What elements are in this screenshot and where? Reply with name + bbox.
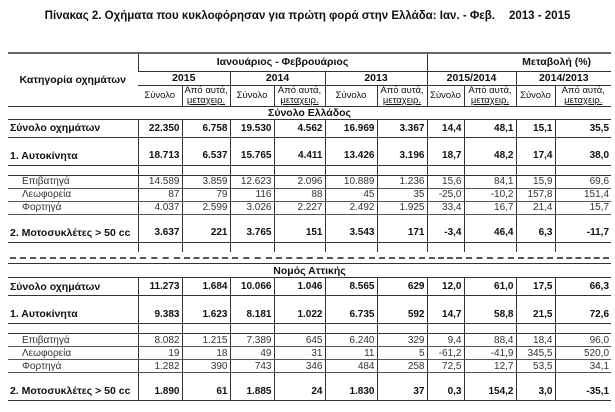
value-cell: 8.565 <box>325 278 377 296</box>
value-cell: 18 <box>182 347 230 360</box>
empty-cell <box>555 296 611 306</box>
used-line-1: Από αυτά, <box>380 85 424 96</box>
empty-cell <box>230 324 274 334</box>
used-line-2: μεταχειρ. <box>470 94 510 106</box>
empty-cell <box>377 242 427 252</box>
value-cell: 390 <box>182 360 230 373</box>
empty-cell <box>182 296 230 306</box>
empty-cell <box>8 296 138 306</box>
value-cell: 87 <box>138 188 182 201</box>
value-cell: 1.684 <box>182 278 230 296</box>
value-cell: 21,4 <box>516 201 555 214</box>
empty-cell <box>377 373 427 383</box>
used-subheader <box>274 85 325 106</box>
empty-cell <box>274 324 325 334</box>
value-cell: 72,6 <box>555 306 611 324</box>
blank-row <box>8 242 611 252</box>
empty-cell <box>555 324 611 334</box>
value-cell: 221 <box>182 224 230 242</box>
value-cell: 15,7 <box>555 201 611 214</box>
empty-cell <box>325 165 377 175</box>
total-subheader: Σύνολο <box>325 85 377 106</box>
empty-cell <box>182 214 230 224</box>
empty-cell <box>464 324 516 334</box>
empty-cell <box>182 373 230 383</box>
total-subheader: Σύνολο <box>427 85 464 106</box>
empty-cell <box>274 242 325 252</box>
value-cell: 1.890 <box>138 383 182 401</box>
value-cell: 10.066 <box>230 278 274 296</box>
value-cell: 154,2 <box>464 383 516 401</box>
total-subheader: Σύνολο <box>144 89 176 101</box>
value-cell: 12,0 <box>427 278 464 296</box>
value-cell: 61,0 <box>464 278 516 296</box>
empty-cell <box>427 137 464 147</box>
blank-row <box>8 296 611 306</box>
value-cell: 4.411 <box>274 147 325 165</box>
value-cell: -11,7 <box>555 224 611 242</box>
value-cell: 19.530 <box>230 119 274 137</box>
value-cell: 16.969 <box>325 119 377 137</box>
empty-cell <box>427 165 464 175</box>
value-cell: 11.273 <box>138 278 182 296</box>
empty-cell <box>464 373 516 383</box>
row-label: 2. Μοτοσυκλέτες > 50 cc <box>8 224 138 242</box>
value-cell: 17,5 <box>516 278 555 296</box>
empty-cell <box>182 165 230 175</box>
value-cell: 48,2 <box>464 147 516 165</box>
empty-cell <box>377 214 427 224</box>
value-cell: 24 <box>274 383 325 401</box>
empty-cell <box>377 137 427 147</box>
row-label: Λεωφορεία <box>8 188 138 201</box>
value-cell: 49 <box>230 347 274 360</box>
used-line-2: μεταχειρ. <box>280 94 319 106</box>
value-cell: 15,6 <box>427 175 464 188</box>
blank-row <box>8 137 611 147</box>
empty-cell <box>8 137 138 147</box>
row-label: Σύνολο οχημάτων <box>8 119 138 137</box>
value-cell: 1.623 <box>182 306 230 324</box>
empty-cell <box>274 214 325 224</box>
empty-cell <box>516 214 555 224</box>
value-cell: 346 <box>274 360 325 373</box>
empty-cell <box>464 296 516 306</box>
value-cell: 4.037 <box>138 201 182 214</box>
blank-row <box>8 373 611 383</box>
table-row <box>8 278 611 296</box>
value-cell: 15.765 <box>230 147 274 165</box>
value-cell: 31 <box>274 347 325 360</box>
value-cell: 6.240 <box>325 334 377 347</box>
empty-cell <box>8 373 138 383</box>
empty-cell <box>138 373 182 383</box>
empty-cell <box>377 324 427 334</box>
change-header: Μεταβολή (%) <box>427 53 611 71</box>
empty-cell <box>427 296 464 306</box>
empty-cell <box>555 373 611 383</box>
empty-cell <box>464 137 516 147</box>
table-row <box>8 334 611 347</box>
value-cell: -25,0 <box>427 188 464 201</box>
value-cell: 2.492 <box>325 201 377 214</box>
empty-cell <box>138 214 182 224</box>
empty-cell <box>516 137 555 147</box>
used-subheader <box>377 85 427 106</box>
empty-cell <box>555 214 611 224</box>
empty-cell <box>274 165 325 175</box>
row-label: 2. Μοτοσυκλέτες > 50 cc <box>8 383 138 401</box>
empty-cell <box>182 242 230 252</box>
value-cell: 3.543 <box>325 224 377 242</box>
empty-cell <box>325 214 377 224</box>
value-cell: 61 <box>182 383 230 401</box>
value-cell: -41,9 <box>464 347 516 360</box>
used-line-1: Από αυτά, <box>561 85 605 96</box>
value-cell: 6.758 <box>182 119 230 137</box>
table-row <box>8 224 611 242</box>
value-cell: 6.537 <box>182 147 230 165</box>
value-cell: 33,4 <box>427 201 464 214</box>
table-row <box>8 383 611 401</box>
empty-cell <box>325 242 377 252</box>
blank-row <box>8 165 611 175</box>
value-cell: 5 <box>377 347 427 360</box>
value-cell: 22.350 <box>138 119 182 137</box>
row-label: 1. Αυτοκίνητα <box>8 147 138 165</box>
value-cell: 4.562 <box>274 119 325 137</box>
section-heading: Νομός Αττικής <box>8 264 611 278</box>
value-cell: 66,3 <box>555 278 611 296</box>
value-cell: 96,0 <box>555 334 611 347</box>
value-cell: 151,4 <box>555 188 611 201</box>
value-cell: 1.215 <box>182 334 230 347</box>
empty-cell <box>516 242 555 252</box>
value-cell: 79 <box>182 188 230 201</box>
value-cell: 14,4 <box>427 119 464 137</box>
value-cell: 18.713 <box>138 147 182 165</box>
empty-cell <box>230 296 274 306</box>
empty-cell <box>427 242 464 252</box>
table-row <box>8 201 611 214</box>
value-cell: 21,5 <box>516 306 555 324</box>
used-line-2: μεταχειρ. <box>564 94 603 106</box>
dashed-separator <box>8 252 611 264</box>
value-cell: 629 <box>377 278 427 296</box>
value-cell: 9,4 <box>427 334 464 347</box>
value-cell: 35 <box>377 188 427 201</box>
value-cell: 2.096 <box>274 175 325 188</box>
empty-cell <box>8 242 138 252</box>
value-cell: 1.830 <box>325 383 377 401</box>
value-cell: 58,8 <box>464 306 516 324</box>
value-cell: 171 <box>377 224 427 242</box>
used-subheader <box>555 85 611 106</box>
row-label: Επιβατηγά <box>8 175 138 188</box>
category-header: Κατηγορία οχημάτων <box>19 73 126 86</box>
year-header: 2013 <box>325 71 427 85</box>
value-cell: 1.022 <box>274 306 325 324</box>
used-line-2: μεταχειρ. <box>186 94 226 106</box>
total-subheader: Σύνολο <box>230 85 274 106</box>
value-cell: 18,4 <box>516 334 555 347</box>
value-cell: 13.426 <box>325 147 377 165</box>
empty-cell <box>8 324 138 334</box>
empty-cell <box>274 373 325 383</box>
empty-cell <box>325 324 377 334</box>
empty-cell <box>516 373 555 383</box>
used-subheader <box>464 85 516 106</box>
empty-cell <box>138 324 182 334</box>
empty-cell <box>377 296 427 306</box>
value-cell: 84,1 <box>464 175 516 188</box>
empty-cell <box>274 137 325 147</box>
table-row <box>8 147 611 165</box>
value-cell: 88,4 <box>464 334 516 347</box>
used-line-1: Από αυτά, <box>184 85 228 96</box>
value-cell: 3.026 <box>230 201 274 214</box>
title-text: Πίνακας 2. Οχήματα που κυκλοφόρησαν για πρώτη φορά στην Ελλάδα: Ιαν. - Φεβ. <box>44 10 495 22</box>
empty-cell <box>274 296 325 306</box>
empty-cell <box>377 165 427 175</box>
row-label: 1. Αυτοκίνητα <box>8 306 138 324</box>
empty-cell <box>427 324 464 334</box>
row-label: Φορτηγά <box>8 201 138 214</box>
year-header: 2014 <box>230 71 325 85</box>
value-cell: 2.599 <box>182 201 230 214</box>
row-label: Λεωφορεία <box>8 347 138 360</box>
empty-cell <box>464 242 516 252</box>
value-cell: 12.623 <box>230 175 274 188</box>
value-cell: 15,9 <box>516 175 555 188</box>
value-cell: 19 <box>138 347 182 360</box>
ratio-header: 2014/2013 <box>516 71 611 85</box>
value-cell: -35,1 <box>555 383 611 401</box>
value-cell: 1.236 <box>377 175 427 188</box>
value-cell: 45 <box>325 188 377 201</box>
value-cell: 3.765 <box>230 224 274 242</box>
value-cell: 38,0 <box>555 147 611 165</box>
value-cell: -10,2 <box>464 188 516 201</box>
value-cell: -3,4 <box>427 224 464 242</box>
value-cell: 11 <box>325 347 377 360</box>
value-cell: 258 <box>377 360 427 373</box>
empty-cell <box>555 242 611 252</box>
value-cell: 1.282 <box>138 360 182 373</box>
empty-cell <box>230 373 274 383</box>
section-heading: Σύνολο Ελλάδος <box>8 106 611 119</box>
empty-cell <box>427 214 464 224</box>
value-cell: 3.637 <box>138 224 182 242</box>
table-row <box>8 306 611 324</box>
value-cell: 14,7 <box>427 306 464 324</box>
value-cell: 9.383 <box>138 306 182 324</box>
value-cell: 2.227 <box>274 201 325 214</box>
row-label: Σύνολο οχημάτων <box>8 278 138 296</box>
empty-cell <box>8 165 138 175</box>
value-cell: 8.181 <box>230 306 274 324</box>
empty-cell <box>230 165 274 175</box>
value-cell: 345,5 <box>516 347 555 360</box>
empty-cell <box>182 137 230 147</box>
table-row <box>8 175 611 188</box>
blank-row <box>8 214 611 224</box>
empty-cell <box>325 373 377 383</box>
empty-cell <box>516 324 555 334</box>
blank-row <box>8 324 611 334</box>
used-line-2: μεταχειρ. <box>382 94 422 106</box>
value-cell: 645 <box>274 334 325 347</box>
value-cell: 34,1 <box>555 360 611 373</box>
value-cell: 48,1 <box>464 119 516 137</box>
value-cell: 1.925 <box>377 201 427 214</box>
value-cell: 6,3 <box>516 224 555 242</box>
empty-cell <box>325 296 377 306</box>
table-row <box>8 347 611 360</box>
year-header: 2015 <box>138 71 230 85</box>
empty-cell <box>138 165 182 175</box>
empty-cell <box>230 214 274 224</box>
table-row <box>8 119 611 137</box>
value-cell: 18,7 <box>427 147 464 165</box>
value-cell: 116 <box>230 188 274 201</box>
value-cell: 484 <box>325 360 377 373</box>
ratio-header: 2015/2014 <box>427 71 516 85</box>
empty-cell <box>325 137 377 147</box>
value-cell: 16,7 <box>464 201 516 214</box>
value-cell: 46,4 <box>464 224 516 242</box>
empty-cell <box>555 165 611 175</box>
empty-cell <box>464 165 516 175</box>
empty-cell <box>138 137 182 147</box>
value-cell: 157,8 <box>516 188 555 201</box>
value-cell: 14.589 <box>138 175 182 188</box>
value-cell: 35,5 <box>555 119 611 137</box>
empty-cell <box>8 214 138 224</box>
value-cell: 72,5 <box>427 360 464 373</box>
value-cell: 88 <box>274 188 325 201</box>
value-cell: 10.889 <box>325 175 377 188</box>
value-cell: 3.859 <box>182 175 230 188</box>
table-title <box>0 10 615 22</box>
value-cell: 592 <box>377 306 427 324</box>
used-line-1: Από αυτά, <box>468 85 512 96</box>
empty-cell <box>516 165 555 175</box>
used-line-1: Από αυτά, <box>277 85 322 96</box>
value-cell: 3.196 <box>377 147 427 165</box>
empty-cell <box>427 373 464 383</box>
value-cell: 12,7 <box>464 360 516 373</box>
value-cell: 0,3 <box>427 383 464 401</box>
title-years: 2013 - 2015 <box>508 10 571 22</box>
empty-cell <box>138 242 182 252</box>
value-cell: 3.367 <box>377 119 427 137</box>
value-cell: 1.885 <box>230 383 274 401</box>
empty-cell <box>555 137 611 147</box>
table-row <box>8 188 611 201</box>
value-cell: 69,6 <box>555 175 611 188</box>
row-label: Φορτηγά <box>8 360 138 373</box>
used-subheader <box>182 85 230 106</box>
value-cell: 3,0 <box>516 383 555 401</box>
value-cell: 15,1 <box>516 119 555 137</box>
value-cell: 743 <box>230 360 274 373</box>
empty-cell <box>464 214 516 224</box>
empty-cell <box>230 137 274 147</box>
empty-cell <box>182 324 230 334</box>
value-cell: 1.046 <box>274 278 325 296</box>
vehicles-table <box>8 52 611 401</box>
value-cell: 6.735 <box>325 306 377 324</box>
value-cell: 520,0 <box>555 347 611 360</box>
value-cell: 329 <box>377 334 427 347</box>
empty-cell <box>138 296 182 306</box>
value-cell: 17,4 <box>516 147 555 165</box>
period-header: Ιανουάριος - Φεβρουάριος <box>138 53 427 71</box>
total-subheader: Σύνολο <box>516 85 555 106</box>
value-cell: -61,2 <box>427 347 464 360</box>
value-cell: 8.082 <box>138 334 182 347</box>
value-cell: 7.389 <box>230 334 274 347</box>
value-cell: 37 <box>377 383 427 401</box>
empty-cell <box>230 242 274 252</box>
value-cell: 53,5 <box>516 360 555 373</box>
empty-cell <box>516 296 555 306</box>
row-label: Επιβατηγά <box>8 334 138 347</box>
table-row <box>8 360 611 373</box>
value-cell: 151 <box>274 224 325 242</box>
